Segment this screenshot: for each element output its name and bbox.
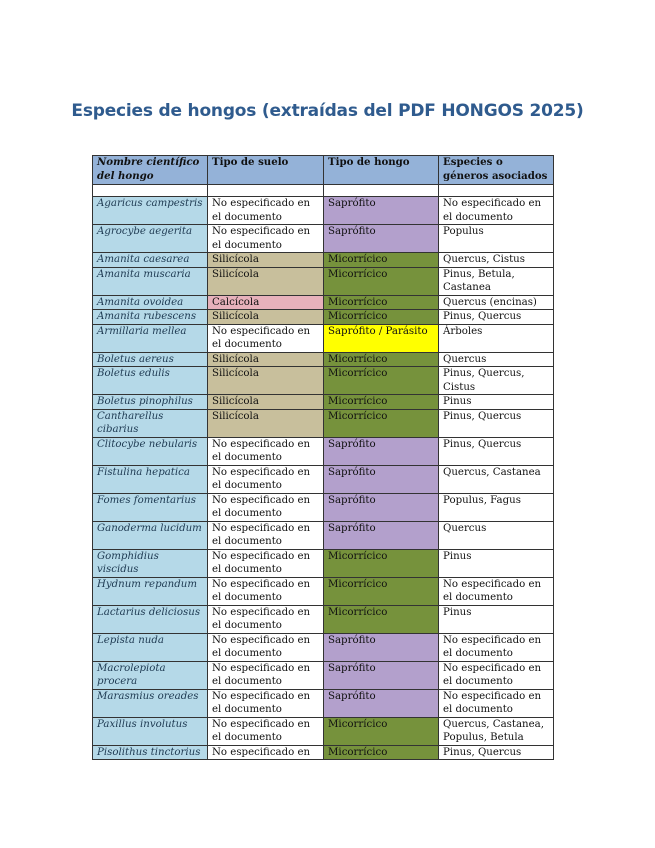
cell-fungus-type: Micorrícico — [324, 352, 439, 367]
cell-scientific-name: Macrolepiota procera — [93, 661, 208, 689]
table-row — [93, 661, 554, 689]
cell-soil-type: Silicícola — [208, 395, 324, 410]
cell-fungus-type: Saprófito — [324, 689, 439, 717]
cell-fungus-type: Micorrícico — [324, 395, 439, 410]
cell-soil-type: Silicícola — [208, 352, 324, 367]
table-row — [93, 745, 554, 760]
cell-scientific-name: Lepista nuda — [93, 633, 208, 661]
cell-scientific-name: Clitocybe nebularis — [93, 437, 208, 465]
cell-scientific-name: Amanita ovoidea — [93, 295, 208, 310]
cell-soil-type: No especificado en el documento — [208, 225, 324, 253]
cell-soil-type: Silicícola — [208, 409, 324, 437]
table-row — [93, 367, 554, 395]
cell-associated-species: No especificado en el documento — [439, 661, 554, 689]
cell-associated-species: No especificado en el documento — [439, 197, 554, 225]
cell-associated-species: Quercus, Cistus — [439, 253, 554, 268]
cell-fungus-type: Saprófito — [324, 437, 439, 465]
table-row — [93, 633, 554, 661]
cell-soil-type: Silicícola — [208, 253, 324, 268]
cell-fungus-type: Saprófito — [324, 493, 439, 521]
cell-fungus-type: Saprófito — [324, 465, 439, 493]
cell-scientific-name: Amanita rubescens — [93, 310, 208, 325]
table-row — [93, 295, 554, 310]
cell-associated-species: Quercus, Castanea, Populus, Betula — [439, 717, 554, 745]
cell-scientific-name: Fomes fomentarius — [93, 493, 208, 521]
cell-associated-species: Quercus — [439, 521, 554, 549]
cell-soil-type: No especificado en el documento — [208, 633, 324, 661]
cell-scientific-name: Boletus pinophilus — [93, 395, 208, 410]
cell-associated-species: Pinus — [439, 395, 554, 410]
cell-associated-species: Pinus, Quercus — [439, 745, 554, 760]
cell-soil-type: No especificado en el documento — [208, 324, 324, 352]
cell-fungus-type: Micorrícico — [324, 549, 439, 577]
table-row — [93, 437, 554, 465]
cell-associated-species: Pinus, Quercus — [439, 409, 554, 437]
cell-fungus-type: Micorrícico — [324, 717, 439, 745]
cell-scientific-name: Armillaria mellea — [93, 324, 208, 352]
cell-soil-type: No especificado en el documento — [208, 717, 324, 745]
table-row — [93, 577, 554, 605]
header-associated-species: Especies o géneros asociados — [439, 156, 554, 185]
cell-scientific-name: Gomphidius viscidus — [93, 549, 208, 577]
cell-associated-species: Quercus (encinas) — [439, 295, 554, 310]
cell-soil-type: No especificado en el documento — [208, 661, 324, 689]
cell-associated-species: Quercus, Castanea — [439, 465, 554, 493]
cell-associated-species: Populus — [439, 225, 554, 253]
cell-scientific-name: Agrocybe aegerita — [93, 225, 208, 253]
table-row — [93, 197, 554, 225]
cell-associated-species: No especificado en el documento — [439, 577, 554, 605]
table-row — [93, 521, 554, 549]
blank-cell — [439, 185, 554, 197]
table-header-row — [93, 156, 554, 185]
table-row — [93, 324, 554, 352]
cell-associated-species: No especificado en el documento — [439, 689, 554, 717]
cell-fungus-type: Micorrícico — [324, 577, 439, 605]
cell-soil-type: Silicícola — [208, 310, 324, 325]
blank-cell — [93, 185, 208, 197]
cell-soil-type: No especificado en el documento — [208, 605, 324, 633]
blank-row — [93, 185, 554, 197]
table-row — [93, 225, 554, 253]
cell-associated-species: Populus, Fagus — [439, 493, 554, 521]
cell-fungus-type: Micorrícico — [324, 267, 439, 295]
cell-soil-type: No especificado en el documento — [208, 465, 324, 493]
cell-soil-type: No especificado en — [208, 745, 324, 760]
cell-associated-species: Pinus — [439, 549, 554, 577]
cell-associated-species: Quercus — [439, 352, 554, 367]
cell-associated-species: No especificado en el documento — [439, 633, 554, 661]
table-row — [93, 352, 554, 367]
species-table — [92, 155, 554, 760]
table-row — [93, 549, 554, 577]
cell-soil-type: No especificado en el documento — [208, 577, 324, 605]
cell-fungus-type: Saprófito / Parásito — [324, 324, 439, 352]
page-title: Especies de hongos (extraídas del PDF HONGOS 2025) — [71, 101, 584, 121]
cell-scientific-name: Hydnum repandum — [93, 577, 208, 605]
table-row — [93, 253, 554, 268]
cell-scientific-name: Ganoderma lucidum — [93, 521, 208, 549]
cell-fungus-type: Micorrícico — [324, 605, 439, 633]
blank-cell — [324, 185, 439, 197]
cell-scientific-name: Amanita muscaria — [93, 267, 208, 295]
table-row — [93, 310, 554, 325]
cell-fungus-type: Saprófito — [324, 521, 439, 549]
cell-soil-type: No especificado en el documento — [208, 689, 324, 717]
cell-fungus-type: Micorrícico — [324, 310, 439, 325]
cell-soil-type: No especificado en el documento — [208, 521, 324, 549]
table-row — [93, 689, 554, 717]
cell-scientific-name: Pisolithus tinctorius — [93, 745, 208, 760]
cell-scientific-name: Cantharellus cibarius — [93, 409, 208, 437]
cell-associated-species: Pinus, Quercus — [439, 310, 554, 325]
cell-soil-type: Silicícola — [208, 367, 324, 395]
cell-associated-species: Pinus, Quercus — [439, 437, 554, 465]
cell-fungus-type: Micorrícico — [324, 367, 439, 395]
cell-soil-type: No especificado en el documento — [208, 493, 324, 521]
cell-scientific-name: Agaricus campestris — [93, 197, 208, 225]
cell-associated-species: Pinus — [439, 605, 554, 633]
cell-fungus-type: Micorrícico — [324, 295, 439, 310]
cell-soil-type: No especificado en el documento — [208, 197, 324, 225]
table-row — [93, 465, 554, 493]
table-row — [93, 605, 554, 633]
cell-fungus-type: Micorrícico — [324, 409, 439, 437]
cell-soil-type: No especificado en el documento — [208, 437, 324, 465]
cell-scientific-name: Marasmius oreades — [93, 689, 208, 717]
cell-fungus-type: Saprófito — [324, 225, 439, 253]
cell-soil-type: Calcícola — [208, 295, 324, 310]
cell-scientific-name: Boletus edulis — [93, 367, 208, 395]
header-fungus-type: Tipo de hongo — [324, 156, 439, 185]
header-soil-type: Tipo de suelo — [208, 156, 324, 185]
cell-soil-type: No especificado en el documento — [208, 549, 324, 577]
cell-scientific-name: Amanita caesarea — [93, 253, 208, 268]
table-row — [93, 267, 554, 295]
cell-scientific-name: Lactarius deliciosus — [93, 605, 208, 633]
table-row — [93, 395, 554, 410]
cell-soil-type: Silicícola — [208, 267, 324, 295]
header-scientific-name: Nombre científico del hongo — [93, 156, 208, 185]
cell-fungus-type: Micorrícico — [324, 253, 439, 268]
table-row — [93, 409, 554, 437]
table-row — [93, 717, 554, 745]
cell-scientific-name: Boletus aereus — [93, 352, 208, 367]
table-row — [93, 493, 554, 521]
cell-associated-species: Pinus, Betula, Castanea — [439, 267, 554, 295]
cell-associated-species: Árboles — [439, 324, 554, 352]
cell-scientific-name: Fistulina hepatica — [93, 465, 208, 493]
cell-fungus-type: Saprófito — [324, 661, 439, 689]
cell-fungus-type: Saprófito — [324, 197, 439, 225]
cell-fungus-type: Micorrícico — [324, 745, 439, 760]
cell-fungus-type: Saprófito — [324, 633, 439, 661]
cell-associated-species: Pinus, Quercus, Cistus — [439, 367, 554, 395]
cell-scientific-name: Paxillus involutus — [93, 717, 208, 745]
blank-cell — [208, 185, 324, 197]
